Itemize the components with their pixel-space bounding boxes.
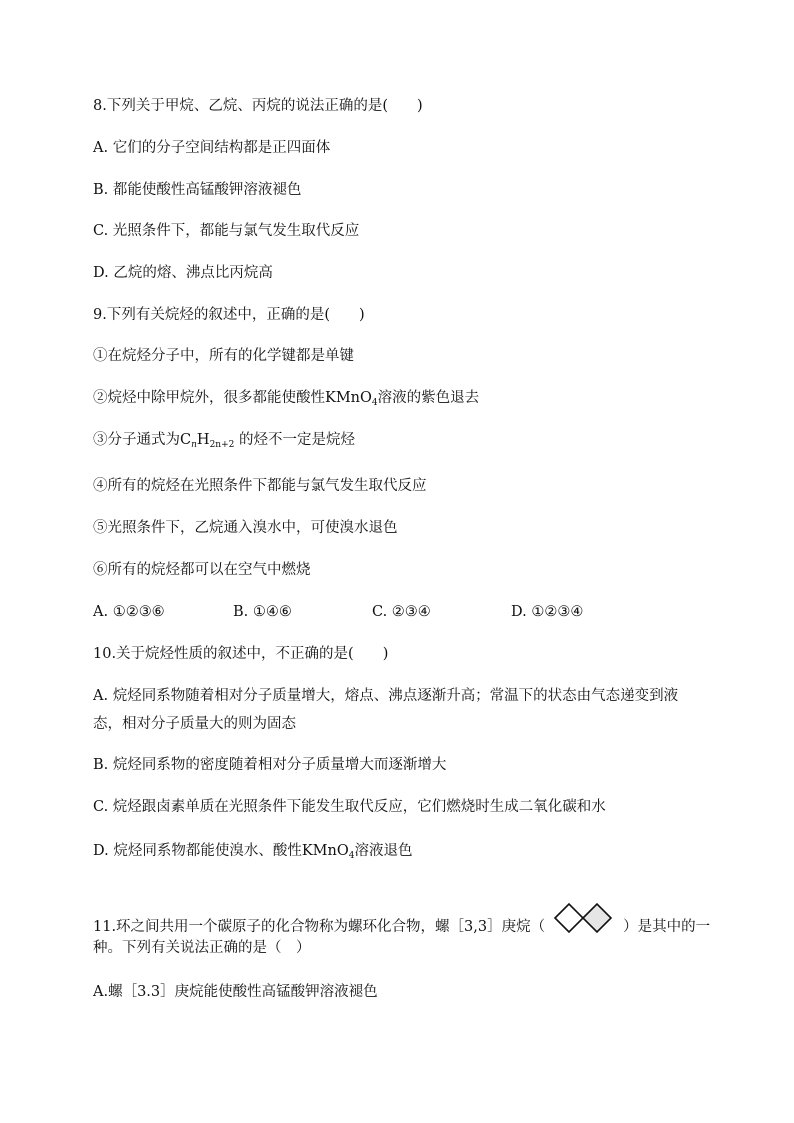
- q10-option-a-line2: 态，相对分子质量大的则为固态: [93, 716, 296, 732]
- formula-h: H: [196, 432, 210, 448]
- q10-stem: 10.关于烷烃性质的叙述中，不正确的是( ): [93, 646, 389, 662]
- q8-option-a: A. 它们的分子空间结构都是正四面体: [93, 140, 331, 156]
- q8-stem: 8.下列关于甲烷、乙烷、丙烷的说法正确的是( ): [93, 98, 423, 114]
- formula-c: C: [180, 432, 192, 448]
- q11-stem-line2: 种。下列有关说法正确的是（ ）: [93, 940, 311, 956]
- q10-option-b: B. 烷烃同系物的密度随着相对分子质量增大而逐渐增大: [93, 757, 447, 773]
- q8-option-b: B. 都能使酸性高锰酸钾溶液褪色: [93, 182, 302, 198]
- q11-stem-post: ）是其中的一: [623, 919, 711, 935]
- q9-statement-3-pre: ③分子通式为: [93, 432, 180, 448]
- q10-option-a-line1: A. 烷烃同系物随着相对分子质量增大，熔点、沸点逐渐升高；常温下的状态由气态递变到液: [93, 688, 679, 704]
- kmno4-formula: KMnO: [301, 843, 349, 859]
- right-ring: [583, 904, 611, 932]
- q10-option-d-post: 溶液退色: [354, 843, 413, 859]
- q8-option-c: C. 光照条件下，都能与氯气发生取代反应: [93, 223, 360, 239]
- q11-stem-line1: [93, 910, 710, 940]
- kmno4-subscript: 4: [348, 851, 355, 861]
- q9-statement-3: [93, 430, 355, 455]
- q10-option-c: C. 烷烃跟卤素单质在光照条件下能发生取代反应，它们燃烧时生成二氧化碳和水: [93, 799, 606, 815]
- q9-statement-2-pre: ②烷烃中除甲烷外，很多都能使酸性: [93, 390, 325, 406]
- q9-option-a: A. ①②③⑥: [93, 604, 165, 620]
- q11-stem-pre: 11.环之间共用一个碳原子的化合物称为螺环化合物，螺［3,3］庚烷（: [93, 919, 546, 935]
- q9-option-b: B. ①④⑥: [233, 604, 292, 620]
- q9-statement-5: ⑤光照条件下，乙烷通入溴水中，可使溴水退色: [93, 520, 398, 536]
- q9-stem: 9.下列有关烷烃的叙述中，正确的是( ): [93, 307, 365, 323]
- kmno4-subscript: 4: [371, 398, 378, 408]
- spiroheptane-structure-svg: [545, 898, 623, 938]
- q11-option-a: A.螺［3.3］庚烷能使酸性高锰酸钾溶液褪色: [93, 984, 378, 1000]
- q8-option-d: D. 乙烷的熔、沸点比丙烷高: [93, 265, 273, 281]
- q10-option-d-pre: D. 烷烃同系物都能使溴水、酸性: [93, 843, 302, 859]
- spiroheptane-structure-image: [545, 910, 623, 940]
- q9-statement-2-post: 溶液的紫色退去: [377, 390, 480, 406]
- q9-option-c: C. ②③④: [372, 604, 431, 620]
- left-ring: [555, 904, 583, 932]
- formula-2n2-subscript: 2n+2: [209, 440, 235, 450]
- q9-statement-3-post: 的烃不一定是烷烃: [238, 432, 355, 448]
- q9-option-d: D. ①②③④: [511, 604, 584, 620]
- formula-n-subscript: n: [191, 440, 197, 450]
- q9-statement-6: ⑥所有的烷烃都可以在空气中燃烧: [93, 562, 311, 578]
- kmno4-formula: KMnO: [325, 390, 372, 406]
- q9-statement-2: [93, 388, 479, 413]
- q9-statement-1: ①在烷烃分子中，所有的化学键都是单键: [93, 348, 354, 364]
- q10-option-d: [93, 841, 412, 866]
- q9-statement-4: ④所有的烷烃在光照条件下都能与氯气发生取代反应: [93, 478, 427, 494]
